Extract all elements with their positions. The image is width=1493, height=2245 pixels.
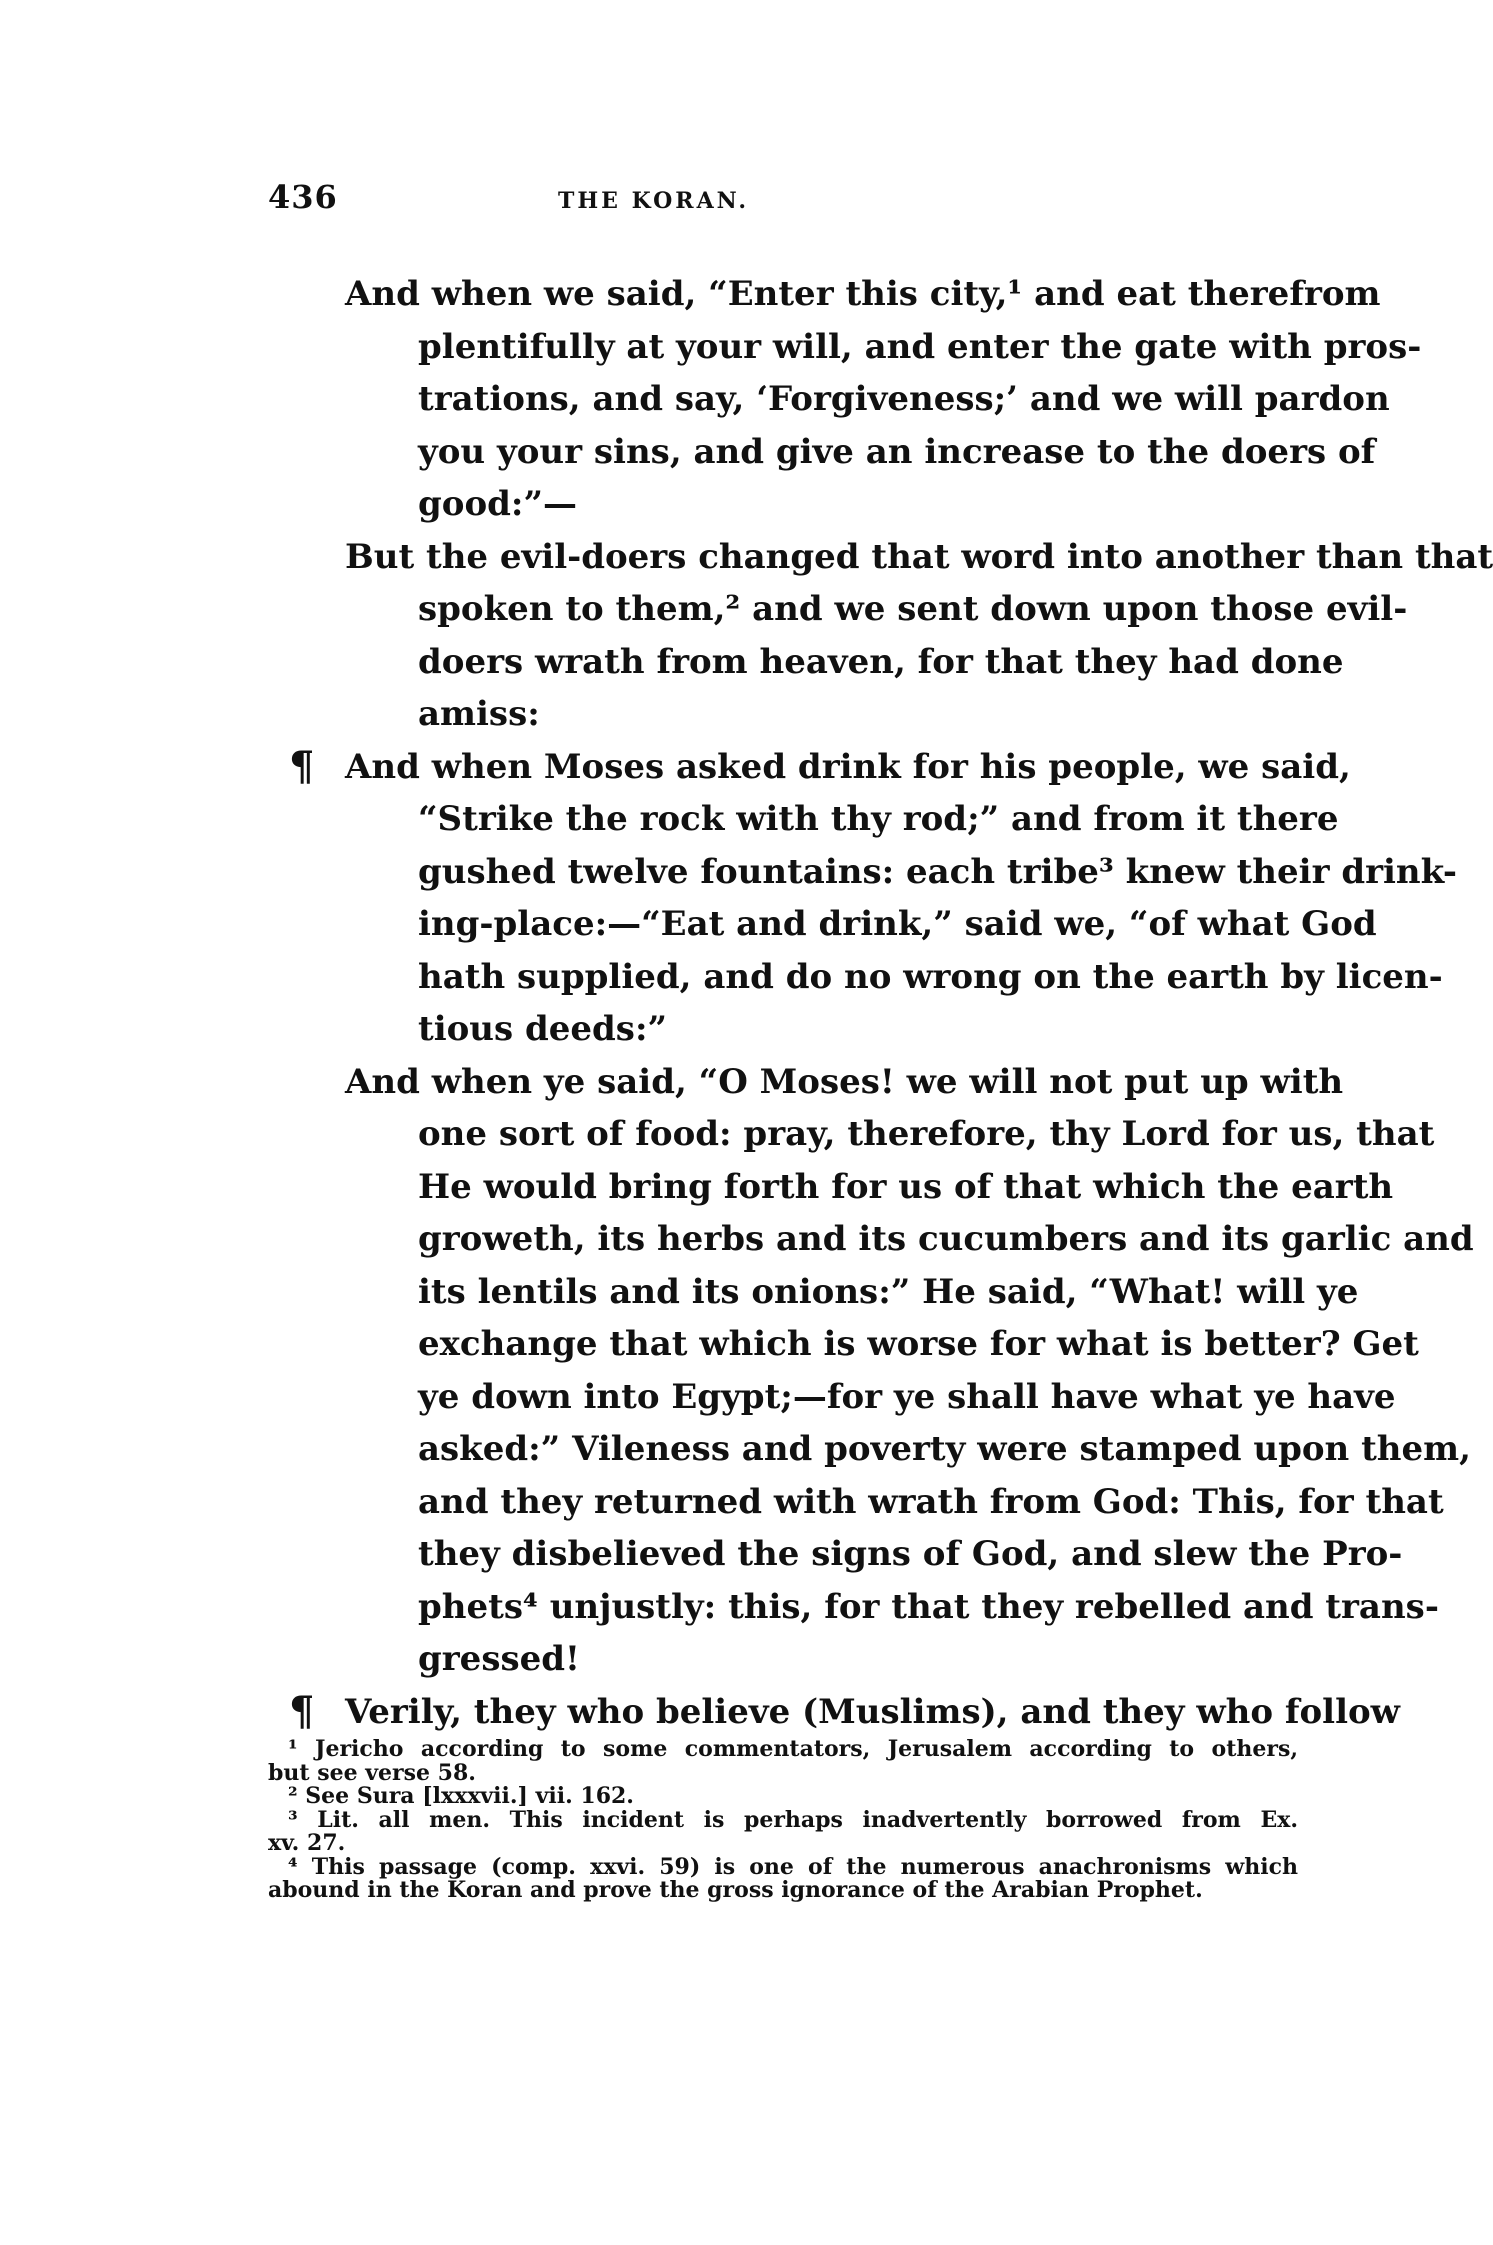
text-line: gushed twelve fountains: each tribe³ knew their drink-	[418, 851, 1457, 892]
footnote-line: ¹ Jericho according to some commentators, Jerusalem according to others,	[288, 1736, 1298, 1762]
text-line: ye down into Egypt;—for ye shall have what ye have	[418, 1376, 1396, 1417]
text-line: He would bring forth for us of that which the earth	[418, 1166, 1394, 1207]
text-line: And when ye said, “O Moses! we will not put up with	[345, 1061, 1344, 1102]
text-line-with-pilcrow	[289, 741, 1351, 794]
text-line-content: And when Moses asked drink for his people, we said,	[345, 746, 1351, 787]
footnote-line: ³ Lit. all men. This incident is perhaps inadvertently borrowed from Ex.	[288, 1806, 1298, 1833]
footnote-line: abound in the Koran and prove the gross ignorance of the Arabian Prophet.	[268, 1877, 1203, 1903]
text-line: exchange that which is worse for what is better? Get	[418, 1324, 1419, 1364]
text-line-with-pilcrow	[289, 1686, 1400, 1739]
text-line: gressed!	[418, 1639, 580, 1679]
footnotes	[268, 1738, 1298, 1903]
text-line: amiss:	[418, 694, 540, 734]
text-line: hath supplied, and do no wrong on the earth by licen-	[418, 956, 1443, 997]
main-text	[289, 268, 1493, 1738]
text-line: doers wrath from heaven, for that they had done	[418, 641, 1344, 682]
text-line: And when we said, “Enter this city,¹ and eat therefrom	[345, 274, 1381, 314]
text-line: good:”—	[418, 484, 578, 524]
text-line: one sort of food: pray, therefore, thy Lord for us, that	[418, 1114, 1435, 1154]
text-line: they disbelieved the signs of God, and slew the Pro-	[418, 1534, 1403, 1574]
pilcrow-mark: ¶	[289, 742, 315, 790]
footnote-line: ⁴ This passage (comp. xxvi. 59) is one of the numerous anachronisms which	[288, 1853, 1298, 1880]
page-header	[268, 178, 918, 228]
text-line-content: Verily, they who believe (Muslims), and they who follow	[345, 1691, 1400, 1732]
pilcrow-mark: ¶	[289, 1687, 315, 1735]
text-line: But the evil-doers changed that word into another than that	[345, 536, 1493, 577]
text-line: trations, and say, ‘Forgiveness;’ and we will pardon	[418, 379, 1390, 419]
text-line: you your sins, and give an increase to the doers of	[418, 431, 1376, 472]
running-title: THE KORAN.	[558, 188, 749, 214]
text-line: tious deeds:”	[418, 1009, 668, 1049]
text-line: “Strike the rock with thy rod;” and from it there	[418, 799, 1339, 839]
footnote-line: but see verse 58.	[268, 1759, 476, 1786]
text-line: ing-place:—“Eat and drink,” said we, “of what God	[418, 904, 1377, 944]
text-line: plentifully at your will, and enter the gate with pros-	[418, 326, 1422, 367]
text-line: its lentils and its onions:” He said, “What! will ye	[418, 1271, 1359, 1312]
text-line: phets⁴ unjustly: this, for that they rebelled and trans-	[418, 1586, 1439, 1627]
text-line: groweth, its herbs and its cucumbers and its garlic and	[418, 1219, 1474, 1259]
footnote-line: ² See Sura [lxxxvii.] vii. 162.	[288, 1783, 634, 1809]
text-line: spoken to them,² and we sent down upon those evil-	[418, 589, 1408, 629]
page-number: 436	[268, 178, 338, 216]
text-line: asked:” Vileness and poverty were stamped upon them,	[418, 1429, 1471, 1469]
text-line: and they returned with wrath from God: This, for that	[418, 1481, 1444, 1522]
footnote-line: xv. 27.	[268, 1830, 346, 1856]
